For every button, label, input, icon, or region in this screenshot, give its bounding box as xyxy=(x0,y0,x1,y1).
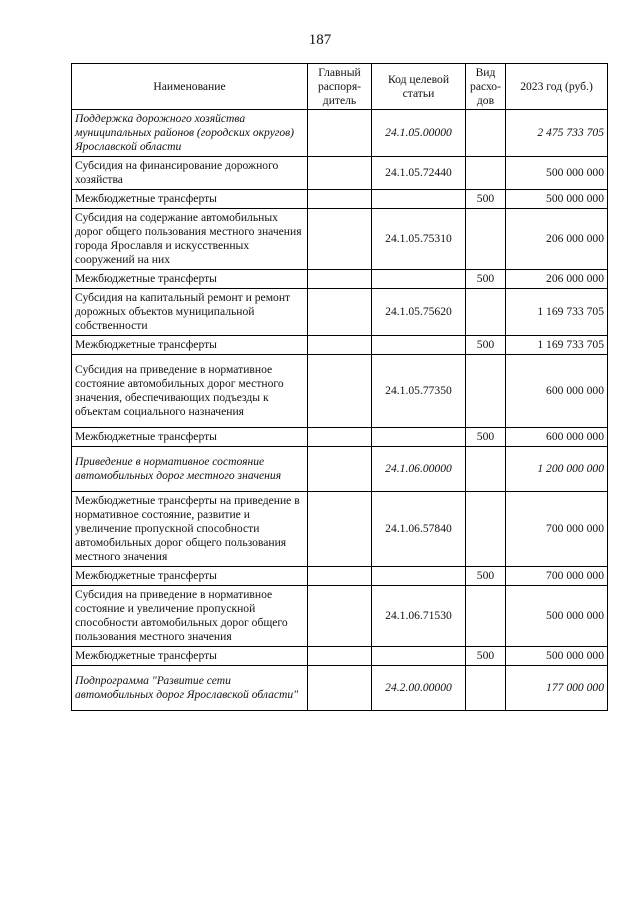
cell-code xyxy=(372,270,466,289)
table-row xyxy=(72,492,608,567)
cell-code xyxy=(372,647,466,666)
cell-name: Межбюджетные трансферты xyxy=(72,428,308,447)
cell-amount: 177 000 000 xyxy=(506,666,608,711)
table-row xyxy=(72,586,608,647)
cell-name: Субсидия на финансирование дорожного хозяйства xyxy=(72,157,308,190)
cell-vid: 500 xyxy=(466,428,506,447)
cell-name: Межбюджетные трансферты xyxy=(72,270,308,289)
cell-amount: 700 000 000 xyxy=(506,492,608,567)
cell-code: 24.1.05.77350 xyxy=(372,355,466,428)
table-row xyxy=(72,289,608,336)
cell-vid xyxy=(466,157,506,190)
table-row xyxy=(72,428,608,447)
cell-name: Субсидия на содержание автомобильных дорог общего пользования местного значения города Ярославля и искусственных сооружений на них xyxy=(72,209,308,270)
budget-table xyxy=(71,63,608,711)
cell-name: Поддержка дорожного хозяйства муниципальных районов (городских округов) Ярославской области xyxy=(72,110,308,157)
cell-code: 24.1.06.00000 xyxy=(372,447,466,492)
cell-name: Межбюджетные трансферты xyxy=(72,336,308,355)
cell-amount: 206 000 000 xyxy=(506,209,608,270)
cell-amount: 700 000 000 xyxy=(506,567,608,586)
cell-vid xyxy=(466,355,506,428)
cell-vid: 500 xyxy=(466,190,506,209)
cell-vid: 500 xyxy=(466,336,506,355)
header-name: Наименование xyxy=(72,64,308,110)
cell-glavny xyxy=(308,157,372,190)
table-row xyxy=(72,110,608,157)
cell-glavny xyxy=(308,666,372,711)
cell-vid xyxy=(466,492,506,567)
cell-amount: 500 000 000 xyxy=(506,586,608,647)
cell-vid xyxy=(466,447,506,492)
cell-name: Подпрограмма "Развитие сети автомобильных дорог Ярославской области" xyxy=(72,666,308,711)
header-code: Код целевой статьи xyxy=(372,64,466,110)
cell-vid: 500 xyxy=(466,567,506,586)
cell-code xyxy=(372,190,466,209)
cell-amount: 600 000 000 xyxy=(506,428,608,447)
cell-code: 24.1.05.75620 xyxy=(372,289,466,336)
cell-name: Межбюджетные трансферты xyxy=(72,567,308,586)
cell-amount: 500 000 000 xyxy=(506,190,608,209)
cell-glavny xyxy=(308,428,372,447)
cell-glavny xyxy=(308,567,372,586)
cell-amount: 1 169 733 705 xyxy=(506,336,608,355)
cell-vid xyxy=(466,110,506,157)
cell-code: 24.1.06.71530 xyxy=(372,586,466,647)
cell-name: Межбюджетные трансферты xyxy=(72,647,308,666)
cell-vid: 500 xyxy=(466,270,506,289)
table-row xyxy=(72,355,608,428)
table-header-row xyxy=(72,64,608,110)
cell-glavny xyxy=(308,586,372,647)
cell-amount: 600 000 000 xyxy=(506,355,608,428)
cell-name: Субсидия на капитальный ремонт и ремонт дорожных объектов муниципальной собственности xyxy=(72,289,308,336)
cell-code: 24.1.05.72440 xyxy=(372,157,466,190)
table-row xyxy=(72,336,608,355)
cell-name: Межбюджетные трансферты xyxy=(72,190,308,209)
table-row xyxy=(72,209,608,270)
cell-glavny xyxy=(308,336,372,355)
page-number: 187 xyxy=(308,32,332,48)
cell-name: Субсидия на приведение в нормативное состояние и увеличение пропускной способности автомобильных дорог общего пользования местного значения xyxy=(72,586,308,647)
cell-vid xyxy=(466,289,506,336)
cell-amount: 500 000 000 xyxy=(506,647,608,666)
table-row xyxy=(72,647,608,666)
cell-vid: 500 xyxy=(466,647,506,666)
cell-code xyxy=(372,567,466,586)
cell-name: Субсидия на приведение в нормативное состояние автомобильных дорог местного значения, обеспечивающих подъезды к объектам социального назначения xyxy=(72,355,308,428)
header-glavny: Главный распоря-дитель xyxy=(308,64,372,110)
cell-glavny xyxy=(308,355,372,428)
cell-code: 24.1.05.75310 xyxy=(372,209,466,270)
table-row xyxy=(72,567,608,586)
table-row xyxy=(72,447,608,492)
cell-vid xyxy=(466,666,506,711)
cell-amount: 1 169 733 705 xyxy=(506,289,608,336)
cell-glavny xyxy=(308,270,372,289)
cell-code xyxy=(372,336,466,355)
cell-name: Межбюджетные трансферты на приведение в нормативное состояние, развитие и увеличение пропускной способности автомобильных дорог общего пользования местного значения xyxy=(72,492,308,567)
cell-glavny xyxy=(308,447,372,492)
cell-glavny xyxy=(308,492,372,567)
cell-glavny xyxy=(308,110,372,157)
cell-glavny xyxy=(308,190,372,209)
cell-amount: 1 200 000 000 xyxy=(506,447,608,492)
header-amount: 2023 год (руб.) xyxy=(506,64,608,110)
cell-code: 24.2.00.00000 xyxy=(372,666,466,711)
cell-vid xyxy=(466,586,506,647)
cell-glavny xyxy=(308,289,372,336)
table-row xyxy=(72,666,608,711)
cell-name: Приведение в нормативное состояние автомобильных дорог местного значения xyxy=(72,447,308,492)
cell-glavny xyxy=(308,209,372,270)
cell-vid xyxy=(466,209,506,270)
table-row xyxy=(72,157,608,190)
cell-code xyxy=(372,428,466,447)
table-row xyxy=(72,270,608,289)
table-row xyxy=(72,190,608,209)
cell-code: 24.1.06.57840 xyxy=(372,492,466,567)
cell-amount: 206 000 000 xyxy=(506,270,608,289)
cell-glavny xyxy=(308,647,372,666)
cell-amount: 2 475 733 705 xyxy=(506,110,608,157)
header-vid: Вид расхо-дов xyxy=(466,64,506,110)
cell-amount: 500 000 000 xyxy=(506,157,608,190)
cell-code: 24.1.05.00000 xyxy=(372,110,466,157)
